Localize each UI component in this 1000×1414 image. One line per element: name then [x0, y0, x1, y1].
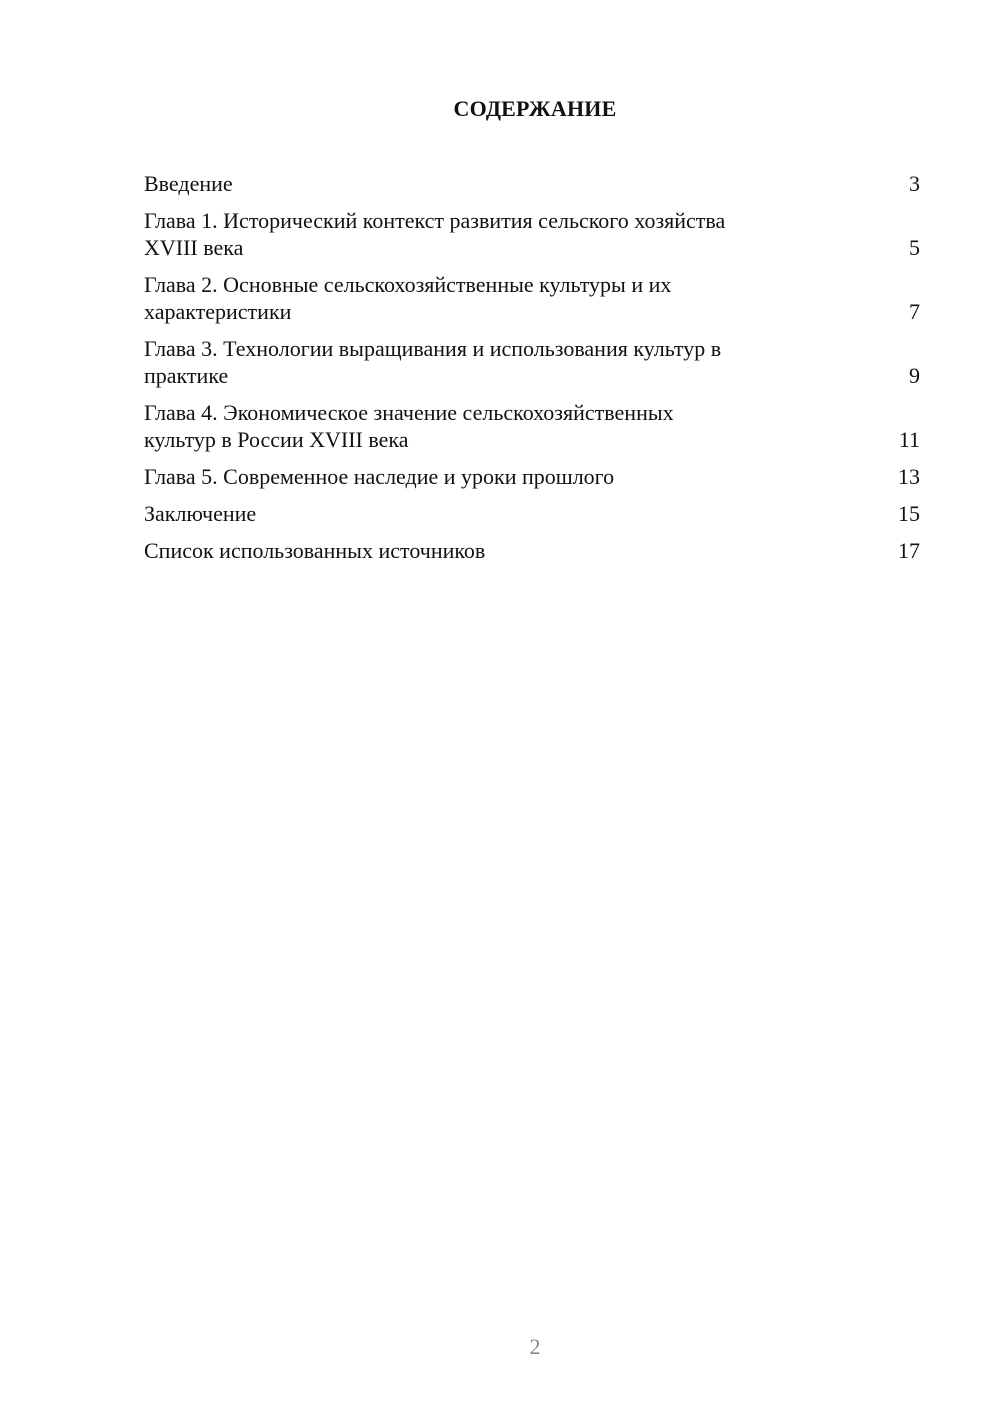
toc-entry-label: Список использованных источников [144, 538, 486, 563]
toc-entry-chapter-5 [144, 463, 920, 490]
toc-entry-page: 7 [909, 299, 920, 324]
table-of-contents [144, 170, 920, 574]
toc-entry-page: 9 [909, 363, 920, 388]
toc-entry-page: 15 [898, 501, 920, 526]
toc-entry-page: 5 [909, 235, 920, 260]
toc-entry-label: Глава 1. Исторический контекст развития сельского хозяйства XVIII века [144, 208, 726, 260]
page-number: 2 [529, 1334, 541, 1359]
toc-entry-page: 11 [898, 427, 920, 452]
toc-entry-chapter-3 [144, 335, 920, 389]
toc-entry-page: 13 [898, 464, 920, 489]
toc-entry-chapter-2 [144, 271, 920, 325]
toc-entry-label: Глава 2. Основные сельскохозяйственные культуры и их характеристики [144, 272, 672, 324]
toc-entry-label: Глава 3. Технологии выращивания и использования культур в практике [144, 336, 722, 388]
toc-entry-label: Глава 4. Экономическое значение сельскохозяйственных культур в России XVIII века [144, 400, 674, 452]
toc-entry-label: Заключение [144, 501, 257, 526]
toc-entry-page: 3 [909, 171, 920, 196]
toc-entry-conclusion [144, 500, 920, 527]
toc-entry-introduction [144, 170, 920, 197]
toc-entry-chapter-1 [144, 207, 920, 261]
toc-entry-label: Введение [144, 171, 233, 196]
toc-title: СОДЕРЖАНИЕ [453, 96, 617, 121]
toc-entry-page: 17 [898, 538, 920, 563]
toc-entry-chapter-4 [144, 399, 920, 453]
toc-entry-label: Глава 5. Современное наследие и уроки прошлого [144, 464, 615, 489]
toc-entry-references [144, 537, 920, 564]
